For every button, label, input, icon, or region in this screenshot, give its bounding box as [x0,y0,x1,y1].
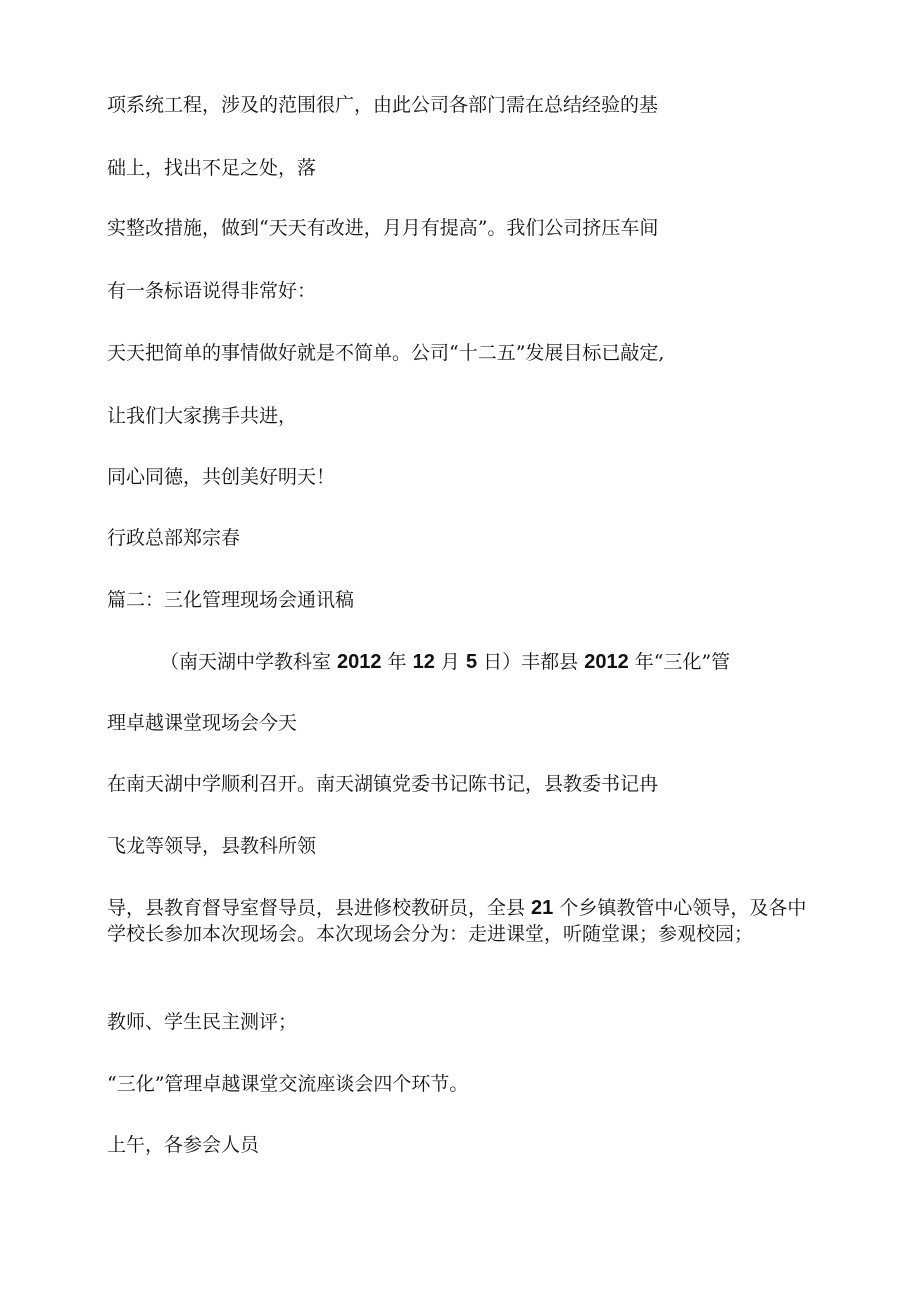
text-line-7: 同心同德，共创美好明天！ [107,466,336,488]
text-line-6: 让我们大家携手共进， [107,405,298,427]
text-line-10: 理卓越课堂现场会今天 [107,712,298,734]
dateline-year-2: 2012 [584,651,629,673]
dateline-part-4: 日）丰都县 [477,651,585,673]
text-line-12: 飞龙等领导，县教科所领 [107,835,317,857]
dateline-year: 2012 [337,651,382,673]
section-heading: 篇二：三化管理现场会通讯稿 [107,589,355,611]
dateline-day: 5 [465,651,478,673]
paragraph-number: 21 [531,897,554,919]
dateline-part-1: （南天湖中学教科室 [160,651,338,673]
text-line-5: 天天把简单的事情做好就是不简单。公司“十二五”发展目标已敲定, [107,342,665,364]
text-line-14: 教师、学生民主测评； [107,1011,298,1033]
dateline-part-3: 月 [434,651,466,673]
text-line-11: 在南天湖中学顺利召开。南天湖镇党委书记陈书记，县教委书记冉 [107,773,659,795]
text-line-15: “三化”管理卓越课堂交流座谈会四个环节。 [107,1073,469,1095]
paragraph-part-2: 个乡镇教管中心领导，及各中学校长参加本次现场会。本次现场会分为：走进课堂，听随堂课；参观校园； [107,897,807,945]
dateline-month: 12 [412,651,435,673]
text-line-1: 项系统工程，涉及的范围很广，由此公司各部门需在总结经验的基 [107,94,659,116]
text-line-4: 有一条标语说得非常好： [107,280,317,302]
dateline-part-2: 年 [381,651,413,673]
paragraph-part-1: 导，县教育督导室督导员，县进修校教研员，全县 [107,897,532,919]
text-line-3: 实整改措施，做到“天天有改进，月月有提高”。我们公司挤压车间 [107,217,659,239]
text-line-2: 础上，找出不足之处，落 [107,157,317,179]
text-line-16: 上午，各参会人员 [107,1134,260,1156]
dateline [160,649,860,675]
dateline-part-5: 年“三化”管 [628,651,731,673]
author-line: 行政总部郑宗春 [107,527,241,549]
paragraph-attendees [107,895,807,947]
